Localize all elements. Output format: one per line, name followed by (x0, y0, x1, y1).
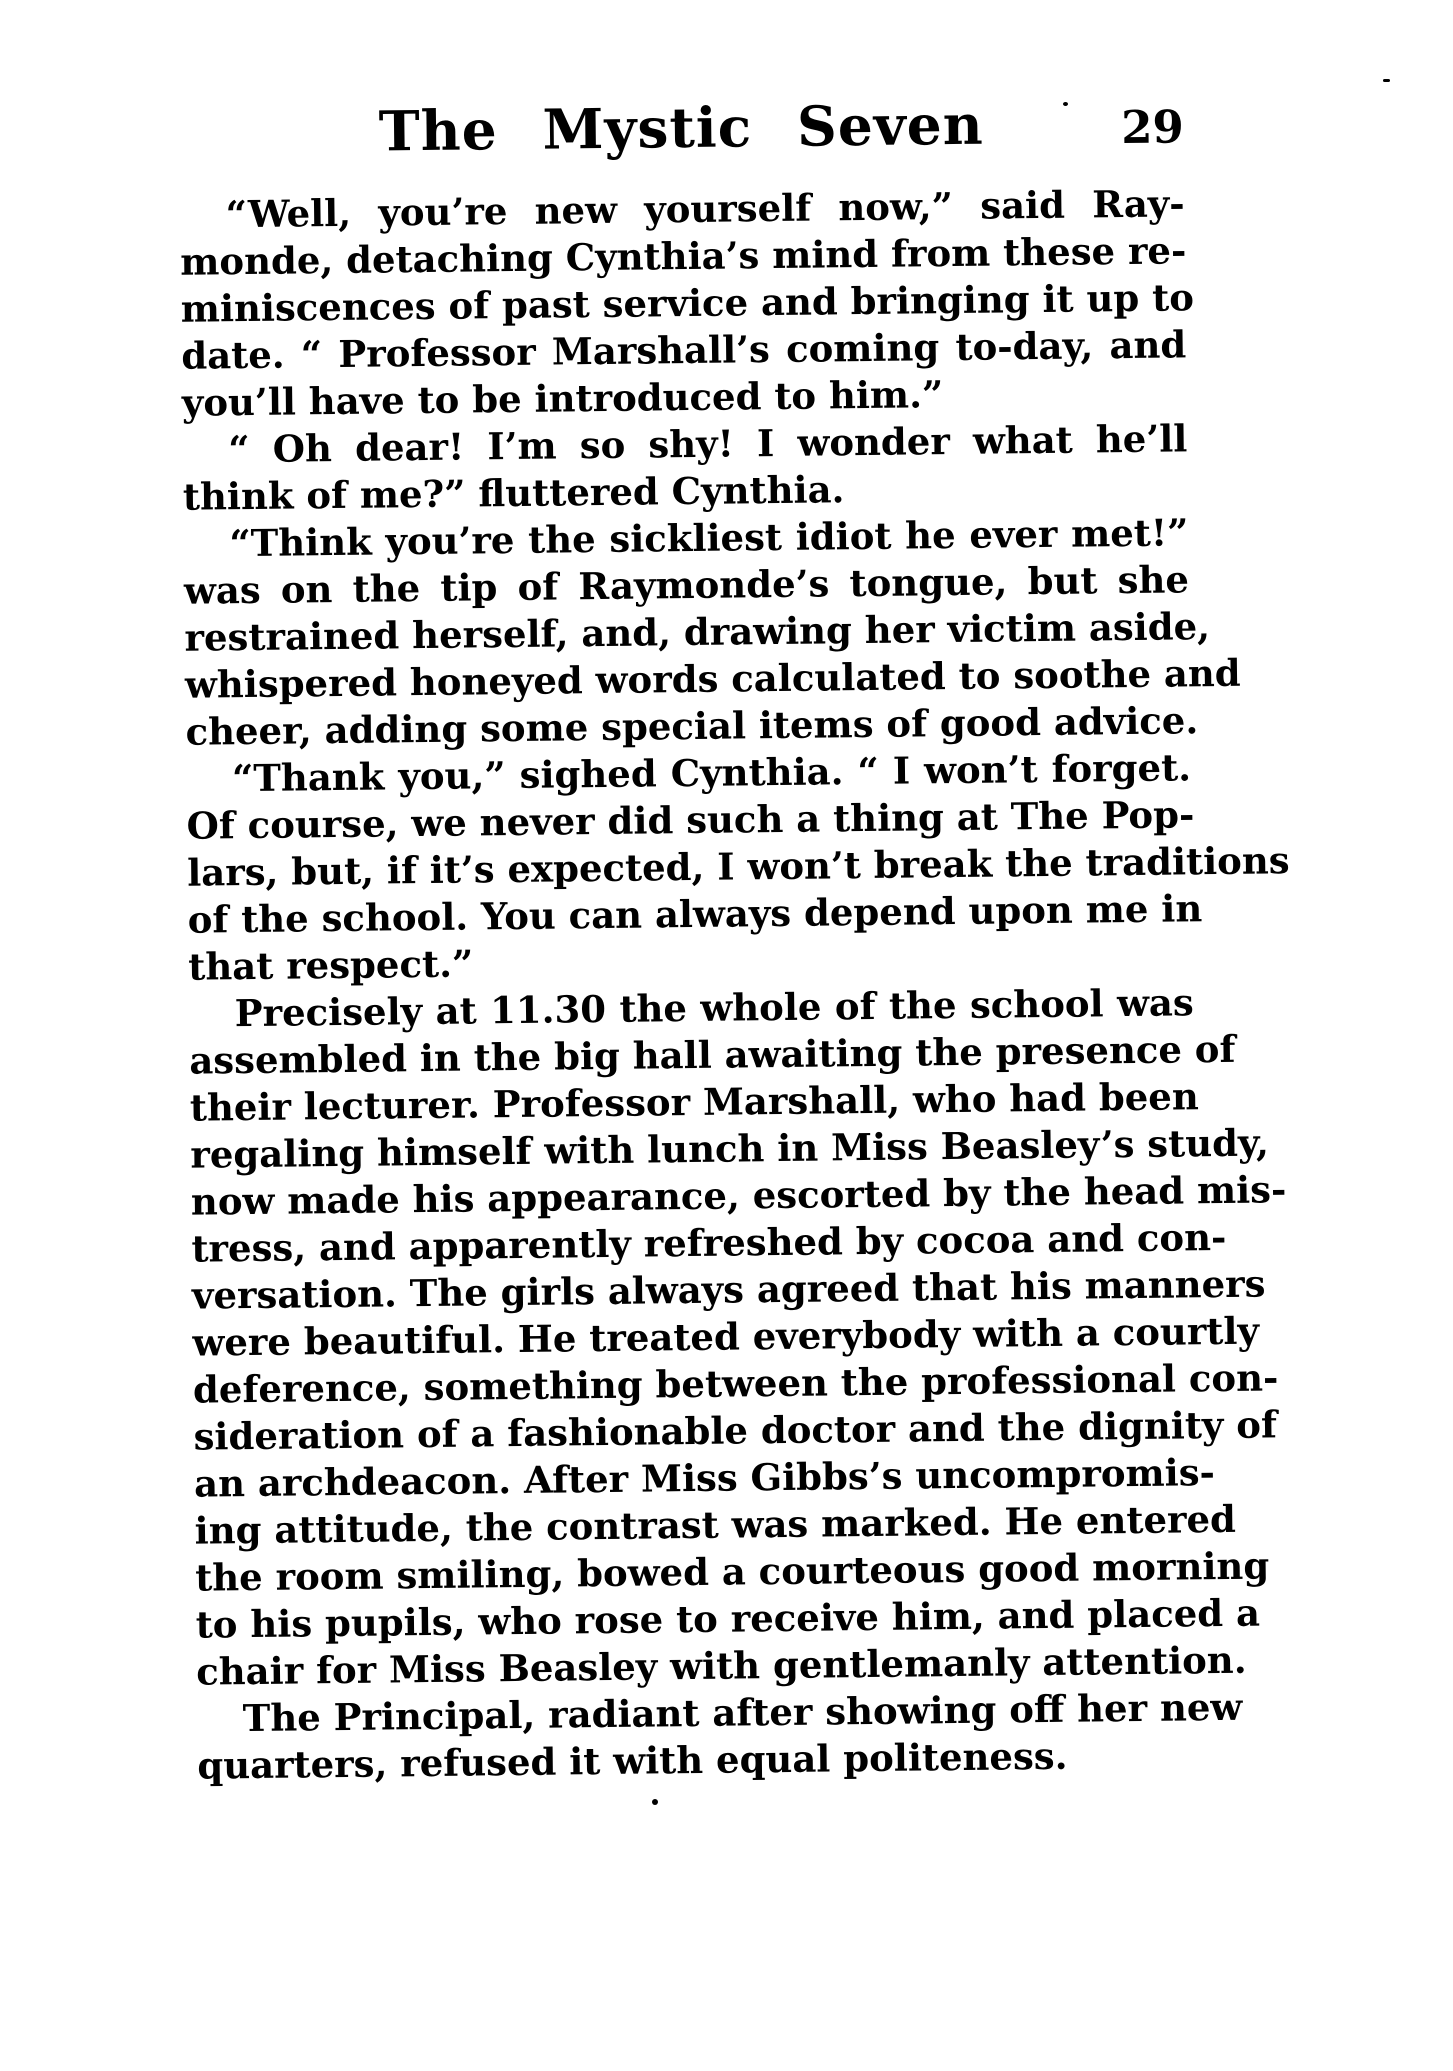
text-line: monde, detaching Cynthia’s mind from these re- (179, 228, 1187, 284)
text-line: “ Oh dear! I’m so shy! I wonder what he’ll (228, 416, 1188, 472)
text-line: an archdeacon. After Miss Gibbs’s uncompromis- (193, 1450, 1216, 1506)
body-text (179, 180, 1290, 1789)
page-header (178, 90, 1184, 171)
text-line: cheer, adding some special items of good advice. (185, 698, 1199, 754)
text-line: you’ll have to be introduced to him.” (181, 372, 944, 425)
page-number: 29 (1120, 100, 1185, 155)
text-line: miniscences of past service and bringing it up to (180, 275, 1195, 331)
text-line: of the school. You can always depend upon me in (187, 886, 1203, 942)
text-line: assembled in the big hall awaiting the presence of (189, 1026, 1236, 1083)
text-line: versation. The girls always agreed that his manners (191, 1261, 1266, 1318)
text-line: “Thank you,” sighed Cynthia. “ I won’t forget. (231, 745, 1192, 801)
text-line: their lecturer. Professor Marshall, who had been (189, 1074, 1199, 1130)
text-line: chair for Miss Beasley with gentlemanly attention. (195, 1637, 1247, 1694)
text-line: Precisely at 11.30 the whole of the school was (234, 980, 1194, 1036)
text-line: “Well, you’re new yourself now,” said Ray- (225, 181, 1185, 237)
text-line: the room smiling, bowed a courteous good morning (194, 1543, 1270, 1600)
text-line: was on the tip of Raymonde’s tongue, but she (183, 557, 1190, 613)
scan-speck (1063, 102, 1068, 106)
text-line: lars, but, if it’s expected, I won’t break the traditions (186, 838, 1290, 895)
text-line: whispered honeyed words calculated to soothe and (184, 650, 1241, 707)
scan-speck (652, 1799, 658, 1805)
page-title: The Mystic Seven (378, 91, 985, 164)
text-line: The Principal, radiant after showing off her new (242, 1684, 1243, 1741)
text-line: date. “ Professor Marshall’s coming to-day, and (181, 322, 1187, 378)
text-line: “Think you’re the sickliest idiot he ever met!” (229, 510, 1189, 566)
text-line: tress, and apparently refreshed by cocoa and con- (191, 1214, 1227, 1271)
text-line: restrained herself, and, drawing her victim aside, (184, 604, 1211, 660)
text-line: sideration of a fashionable doctor and the dignity of (193, 1402, 1278, 1459)
text-line: think of me?” fluttered Cynthia. (182, 467, 845, 519)
text-line: now made his appearance, escorted by the head mis- (190, 1167, 1287, 1224)
scan-speck (1383, 79, 1390, 82)
page-content (177, 0, 1290, 1906)
text-line: ing attitude, the contrast was marked. He entered (194, 1496, 1237, 1553)
text-line: regaling himself with lunch in Miss Beasley’s study, (190, 1120, 1270, 1177)
text-line: to his pupils, who rose to receive him, and placed a (195, 1590, 1261, 1647)
text-line: deference, something between the professional con- (192, 1355, 1279, 1412)
text-line: were beautiful. He treated everybody with a courtly (192, 1308, 1260, 1365)
text-line: Of course, we never did such a thing at The Pop- (186, 792, 1195, 848)
text-line: that respect.” (187, 941, 474, 989)
text-line: quarters, refused it with equal politeness. (197, 1733, 1068, 1788)
